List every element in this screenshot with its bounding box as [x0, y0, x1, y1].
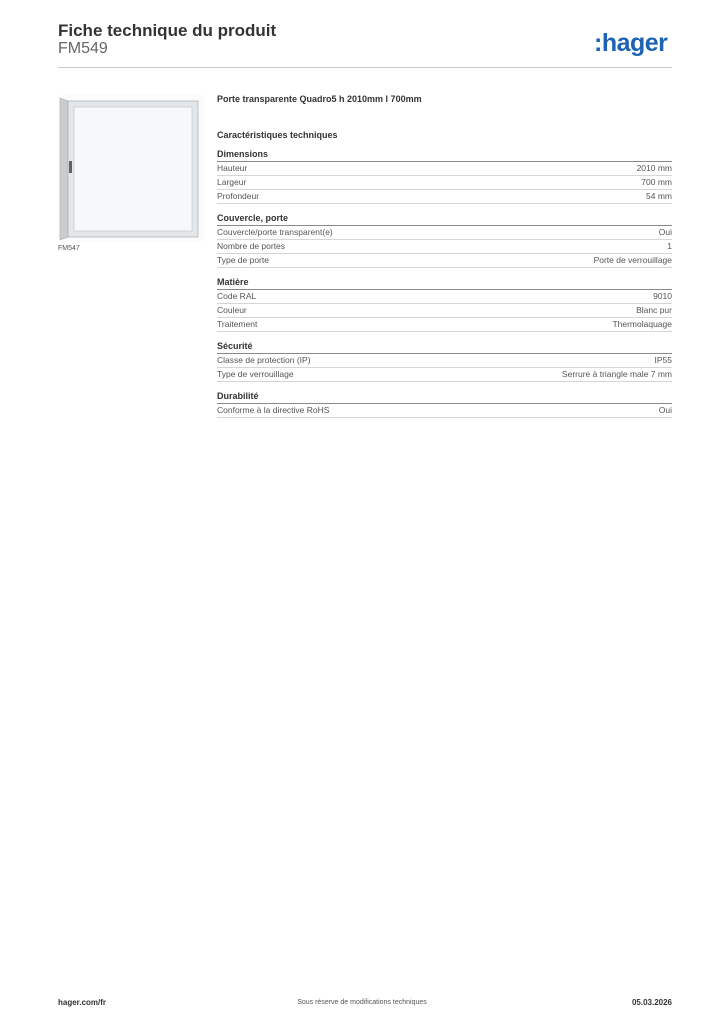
spec-label: Nombre de portes	[217, 241, 286, 251]
image-caption: FM547	[58, 245, 80, 252]
spec-row	[217, 190, 672, 204]
spec-row	[217, 240, 672, 254]
spec-label: Type de verrouillage	[217, 369, 294, 379]
spec-value: 54 mm	[646, 191, 672, 201]
spec-value: 2010 mm	[636, 163, 672, 173]
product-reference: FM549	[58, 40, 108, 57]
spec-label: Classe de protection (IP)	[217, 355, 311, 365]
spec-label: Traitement	[217, 319, 258, 329]
spec-row	[217, 304, 672, 318]
spec-value: Thermolaquage	[612, 319, 672, 329]
footer-notice: Sous réserve de modifications techniques	[297, 999, 427, 1006]
spec-group-material	[217, 277, 672, 332]
spec-row	[217, 318, 672, 332]
spec-group-cover-door	[217, 213, 672, 268]
spec-row	[217, 176, 672, 190]
group-title: Dimensions	[217, 149, 672, 162]
spec-value: 700 mm	[641, 177, 672, 187]
page-title: Fiche technique du produit	[58, 21, 277, 40]
group-title: Durabilité	[217, 391, 672, 404]
spec-label: Type de porte	[217, 255, 269, 265]
group-title: Couvercle, porte	[217, 213, 672, 226]
footer-date: 05.03.2026	[631, 998, 672, 1007]
spec-row	[217, 226, 672, 240]
hager-logo: :hager	[594, 29, 668, 57]
spec-group-dimensions	[217, 149, 672, 204]
header-divider	[58, 67, 672, 68]
spec-row	[217, 290, 672, 304]
specifications	[217, 94, 672, 427]
product-image	[58, 95, 204, 241]
spec-label: Hauteur	[217, 163, 248, 173]
footer-website-link[interactable]: hager.com/fr	[58, 998, 107, 1007]
spec-row	[217, 368, 672, 382]
group-title: Sécurité	[217, 341, 672, 354]
spec-group-safety	[217, 341, 672, 382]
spec-group-durability	[217, 391, 672, 418]
spec-row	[217, 354, 672, 368]
spec-label: Code RAL	[217, 291, 257, 301]
spec-label: Profondeur	[217, 191, 260, 201]
spec-value: IP55	[654, 355, 672, 365]
spec-value: Porte de verrouillage	[593, 255, 672, 265]
spec-value: Oui	[658, 405, 672, 415]
spec-label: Couvercle/porte transparent(e)	[217, 227, 333, 237]
section-heading: Caractéristiques techniques	[217, 130, 338, 140]
spec-value: Blanc pur	[636, 305, 672, 315]
spec-row	[217, 254, 672, 268]
product-name: Porte transparente Quadro5 h 2010mm l 700mm	[217, 94, 422, 104]
spec-label: Couleur	[217, 305, 247, 315]
spec-row	[217, 404, 672, 418]
spec-value: Serrure à triangle male 7 mm	[561, 369, 672, 379]
group-title: Matière	[217, 277, 672, 290]
door-illustration-icon	[58, 95, 204, 241]
spec-label: Largeur	[217, 177, 247, 187]
spec-value: 9010	[653, 291, 672, 301]
spec-value: 1	[667, 241, 672, 251]
spec-row	[217, 162, 672, 176]
spec-label: Conforme à la directive RoHS	[217, 405, 330, 415]
spec-value: Oui	[658, 227, 672, 237]
